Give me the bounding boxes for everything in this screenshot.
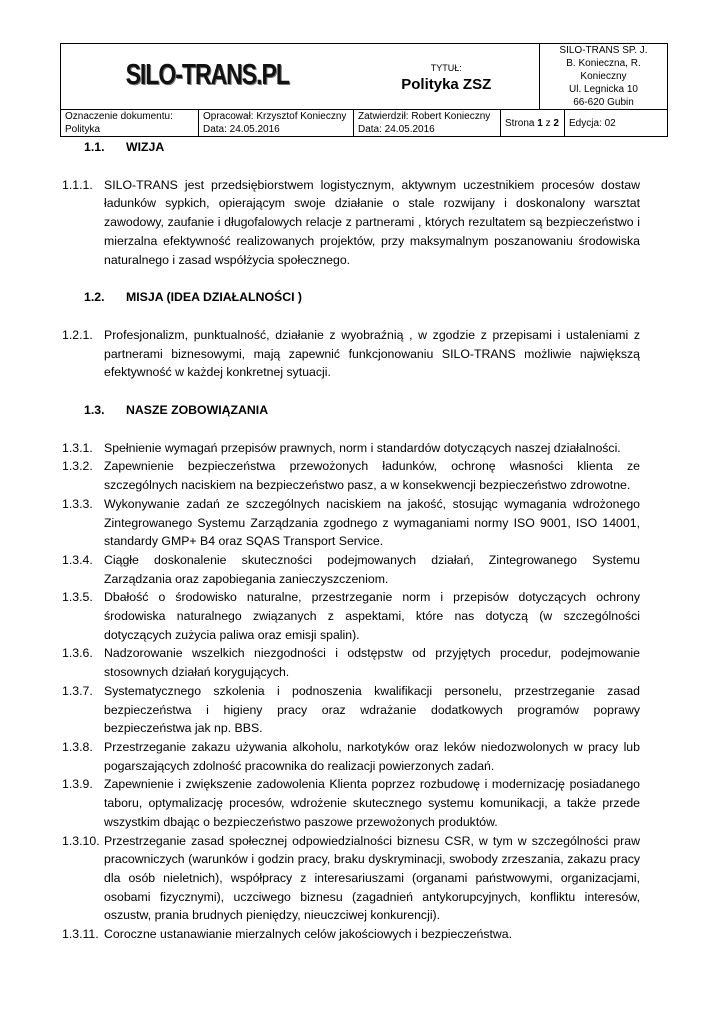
paragraph-number: 1.1.1. <box>62 177 93 192</box>
title-cell <box>354 44 540 110</box>
item-text: Ciągłe doskonalenie skuteczności podejmowanych działań, Zintegrowanego Systemu Zarządzania oraz zapobiegania zanieczyszczeniom. <box>104 552 640 586</box>
section-title: WIZJA <box>126 140 165 154</box>
company-owners: B. Konieczna, R. Konieczny <box>566 58 641 82</box>
item-text: Wykonywanie zadań ze szczególnych naciskiem na jakość, stosując wymagania wdrożonego Zintegrowanego Systemu Zarządzania zgodnego z wymaganiami normy ISO 9001, ISO 14001, standardy GMP+ B4 oraz SQAS Transport Service. <box>104 496 640 549</box>
edition: Edycja: 02 <box>569 117 616 129</box>
item-text: Spełnienie wymagań przepisów prawnych, norm i standardów dotyczących naszej działalności. <box>104 440 621 455</box>
section-number: 1.3. <box>84 403 105 418</box>
list-item <box>62 832 640 926</box>
section-title: NASZE ZOBOWIĄZANIA <box>126 403 269 418</box>
company-city: 66-620 Gubin <box>573 97 634 108</box>
list-item <box>62 682 640 738</box>
page-total: 2 <box>553 117 559 129</box>
page-sep: z <box>545 117 551 129</box>
document-body <box>62 138 640 944</box>
list-item <box>62 925 640 944</box>
item-number: 1.3.7. <box>62 683 93 698</box>
prepared-cell <box>199 110 354 137</box>
item-text: Dbałość o środowisko naturalne, przestrzeganie norm i przepisów dotyczących ochrony środowiska naturalnego związanych z aspektami, które nas dotyczą (w szczególności dotyczących zużycia paliwa oraz emisji spalin). <box>104 590 640 642</box>
item-text: Zapewnienie bezpieczeństwa przewożonych ładunków, ochronę własności klienta ze szczególnych naciskiem na bezpieczeństwo pasz, a w konsekwencji bezpieczeństwo zdrowotne. <box>104 459 640 493</box>
item-text: Przestrzeganie zasad społecznej odpowiedzialności biznesu CSR, w tym w szczególności praw pracowniczych (warunków i godzin pracy, braku dyskryminacji, swobody zrzeszania, zakazu pracy dla osób nieletnich), współpracy z interesariuszami (organami państwowymi, organizacjami, osobami fizycznymi), uczciwego biznesu (zagadnień antykorupcyjnych, konfliktu interesów, oszustw, prania brudnych pieniędzy, nieuczciwej konkurencji). <box>104 833 640 923</box>
list-item <box>62 588 640 644</box>
company-info <box>540 44 668 110</box>
section-number: 1.1. <box>84 140 105 154</box>
list-item <box>62 457 640 494</box>
list-item <box>62 738 640 775</box>
title-label: TYTUŁ: <box>430 63 462 73</box>
section-heading-mission <box>62 288 640 307</box>
page-current: 1 <box>537 117 543 129</box>
approved-cell <box>354 110 501 137</box>
item-number: 1.3.9. <box>62 777 93 792</box>
list-item <box>62 551 640 588</box>
list-item <box>62 775 640 831</box>
item-text: Przestrzeganie zakazu używania alkoholu, narkotyków oraz leków niedozwolonych w pracy lub pogarszających zdolność pracownika do realizacji powierzonych zadań. <box>104 739 640 773</box>
list-item <box>62 644 640 681</box>
company-logo: SILO-TRANS.PL <box>125 57 289 90</box>
document-title: Polityka ZSZ <box>401 76 492 93</box>
prepared-by: Opracował: Krzysztof Konieczny <box>203 111 347 122</box>
logo-cell <box>61 44 354 110</box>
prepared-date: Data: 24.05.2016 <box>203 124 280 135</box>
item-text: Systematycznego szkolenia i podnoszenia kwalifikacji personelu, przestrzeganie zasad bezpieczeństwa i higieny pracy oraz wdrażanie dodatkowych programów poprawy bezpieczeństwa jak np. BBS. <box>104 683 640 736</box>
section-heading-commitments <box>62 401 640 420</box>
approved-date: Data: 24.05.2016 <box>358 124 435 135</box>
item-text: Coroczne ustanawianie mierzalnych celów jakościowych i bezpieczeństwa. <box>104 927 513 942</box>
list-item <box>62 495 640 551</box>
page-number-cell <box>501 110 565 137</box>
doc-designation-cell <box>61 110 199 137</box>
item-number: 1.3.4. <box>62 552 93 567</box>
commitments-list <box>62 439 640 944</box>
item-number: 1.3.11. <box>62 927 99 942</box>
company-street: Ul. Legnicka 10 <box>569 84 638 95</box>
doc-label: Oznaczenie dokumentu: <box>65 111 173 122</box>
section-heading-vision <box>62 138 640 157</box>
section-number: 1.2. <box>84 290 105 305</box>
paragraph-number: 1.2.1. <box>62 327 93 342</box>
item-number: 1.3.5. <box>62 590 93 605</box>
doc-value: Polityka <box>65 124 101 135</box>
item-number: 1.3.3. <box>62 496 93 511</box>
paragraph-text: Profesjonalizm, punktualność, działanie z wyobraźnią , w zgodzie z przepisami i ustaleniami z partnerami biznesowymi, mają zapewnić funkcjonowaniu SILO-TRANS możliwie największą efektywność w każdej konkretnej sytuacji. <box>104 327 640 380</box>
paragraph <box>62 326 640 382</box>
paragraph-text: SILO-TRANS jest przedsiębiorstwem logistycznym, aktywnym uczestnikiem procesów dostaw ładunków sypkich, opierającym swoje działanie o stale rozwijany i doskonalony warsztat zawodowy, zaufanie i długofalowych relacje z partnerami , których rezultatem są bezpieczeństwo i mierzalna efektywność realizowanych projektów, przy maksymalnym poszanowaniu środowiska naturalnego i zasad współżycia społecznego. <box>104 177 640 267</box>
approved-by: Zatwierdził: Robert Konieczny <box>358 111 491 122</box>
edition-cell <box>565 110 668 137</box>
item-number: 1.3.1. <box>62 440 93 455</box>
item-number: 1.3.2. <box>62 459 93 474</box>
section-title: MISJA (IDEA DZIAŁALNOŚCI ) <box>126 290 303 305</box>
document-header <box>60 43 668 137</box>
item-number: 1.3.10. <box>62 833 100 848</box>
item-text: Zapewnienie i zwiększenie zadowolenia Klienta poprzez rozbudowę i modernizację posiadanego taboru, optymalizację procesów, wdrożenie skutecznego systemu komunikacji, a także przede wszystkim dbając o bezpieczeństwo paszowe przewożonych produktów. <box>104 777 640 829</box>
item-number: 1.3.8. <box>62 739 93 754</box>
item-number: 1.3.6. <box>62 646 93 661</box>
company-name: SILO-TRANS SP. J. <box>559 45 648 56</box>
page-prefix: Strona <box>505 117 535 129</box>
list-item <box>62 439 640 458</box>
paragraph <box>62 176 640 270</box>
item-text: Nadzorowanie wszelkich niezgodności i odstępstw od przyjętych procedur, podejmowanie stosownych działań korygujących. <box>104 646 640 680</box>
